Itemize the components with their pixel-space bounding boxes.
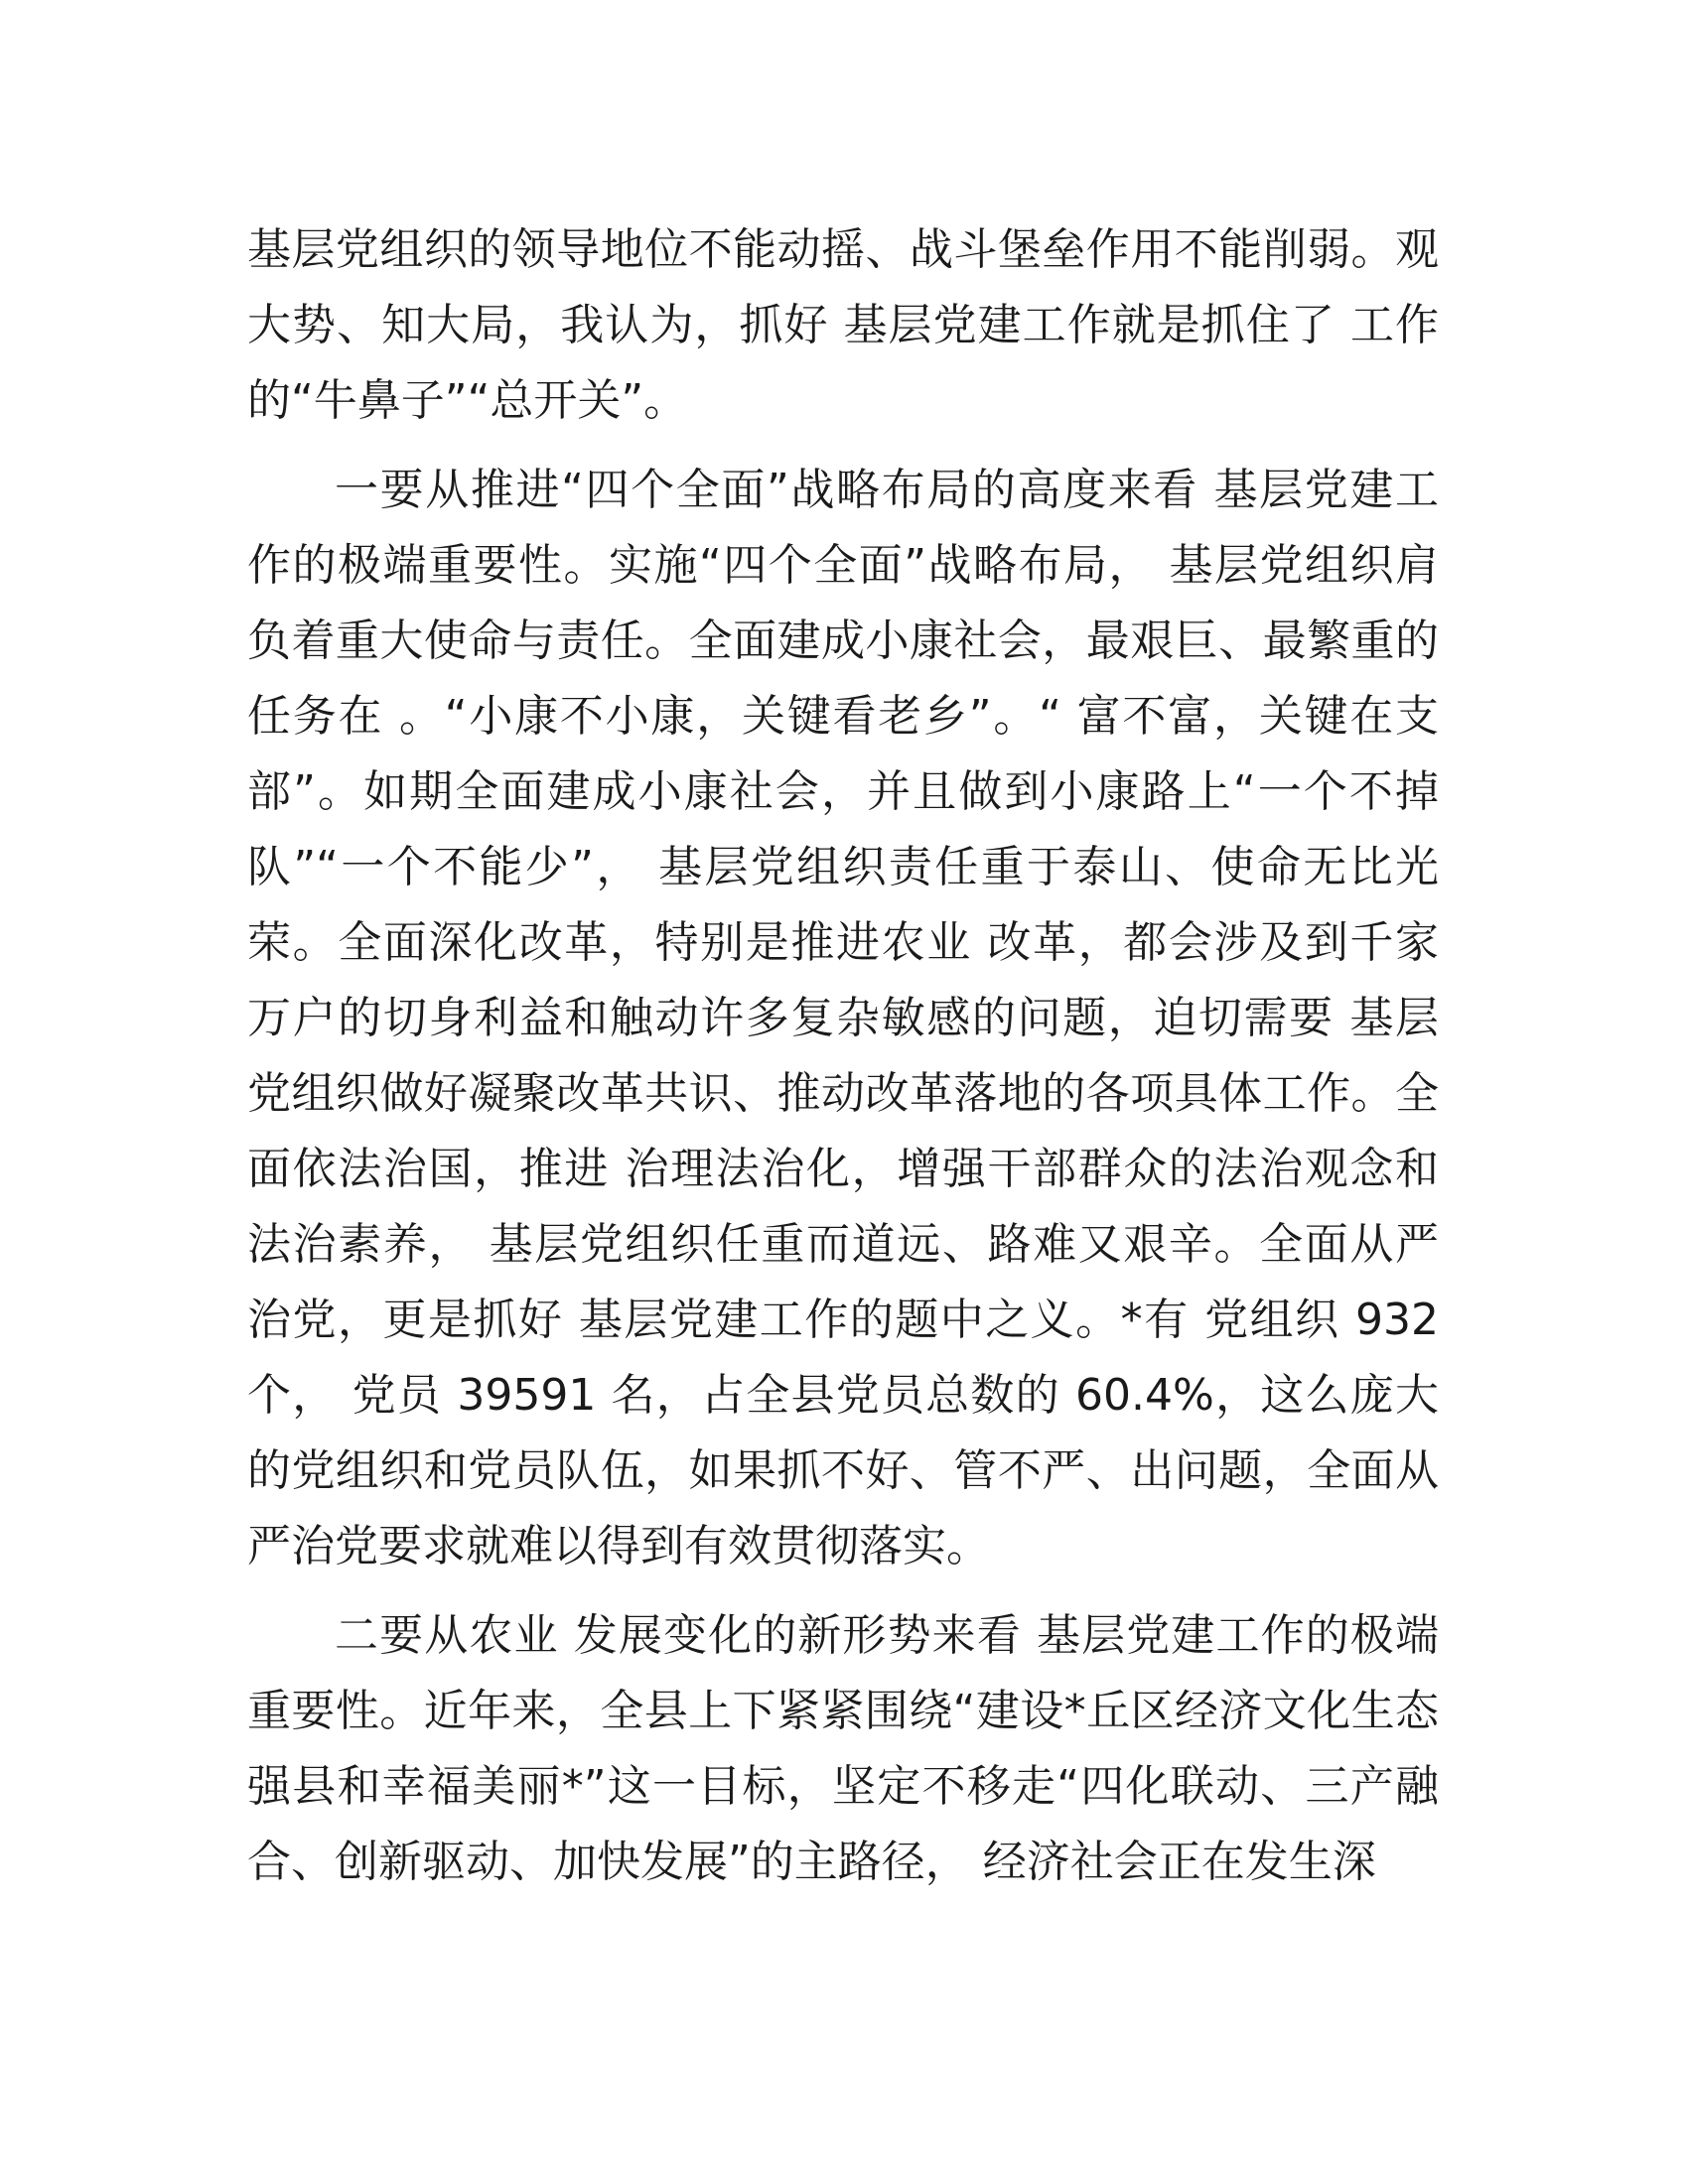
document-body <box>247 212 1439 1914</box>
paragraph-point-one: 一要从推进“四个全面”战略布局的高度来看 基层党建工作的极端重要性。实施“四个全面”战略布局， 基层党组织肩负着重大使命与责任。全面建成小康社会，最艰巨、最繁重的任务在 。“小康不小康，关键看老乡”。“ 富不富，关键在支部”。如期全面建成小康社会，并且做到小康路上“一个不掉队”“一个不能少”， 基层党组织责任重于泰山、使命无比光荣。全面深化改革，特别是推进农业 改革，都会涉及到千家万户的切身利益和触动许多复杂敏感的问题，迫切需要 基层党组织做好凝聚改革共识、推动改革落地的各项具体工作。全面依法治国，推进 治理法治化，增强干部群众的法治观念和法治素养， 基层党组织任重而道远、路难又艰辛。全面从严治党，更是抓好 基层党建工作的题中之义。*有 党组织 932 个， 党员 39591 名，占全县党员总数的 60.4%，这么庞大的党组织和党员队伍，如果抓不好、管不严、出问题，全面从严治党要求就难以得到有效贯彻落实。 <box>247 465 1439 1571</box>
paragraph-intro: 基层党组织的领导地位不能动摇、战斗堡垒作用不能削弱。观大势、知大局，我认为，抓好 基层党建工作就是抓住了 工作的“牛鼻子”“总开关”。 <box>247 224 1439 426</box>
paragraph-point-two: 二要从农业 发展变化的新形势来看 基层党建工作的极端重要性。近年来，全县上下紧紧围绕“建设*丘区经济文化生态强县和幸福美丽*”这一目标，坚定不移走“四化联动、三产融合、创新驱动、加快发展”的主路径， 经济社会正在发生深 <box>247 1610 1439 1887</box>
